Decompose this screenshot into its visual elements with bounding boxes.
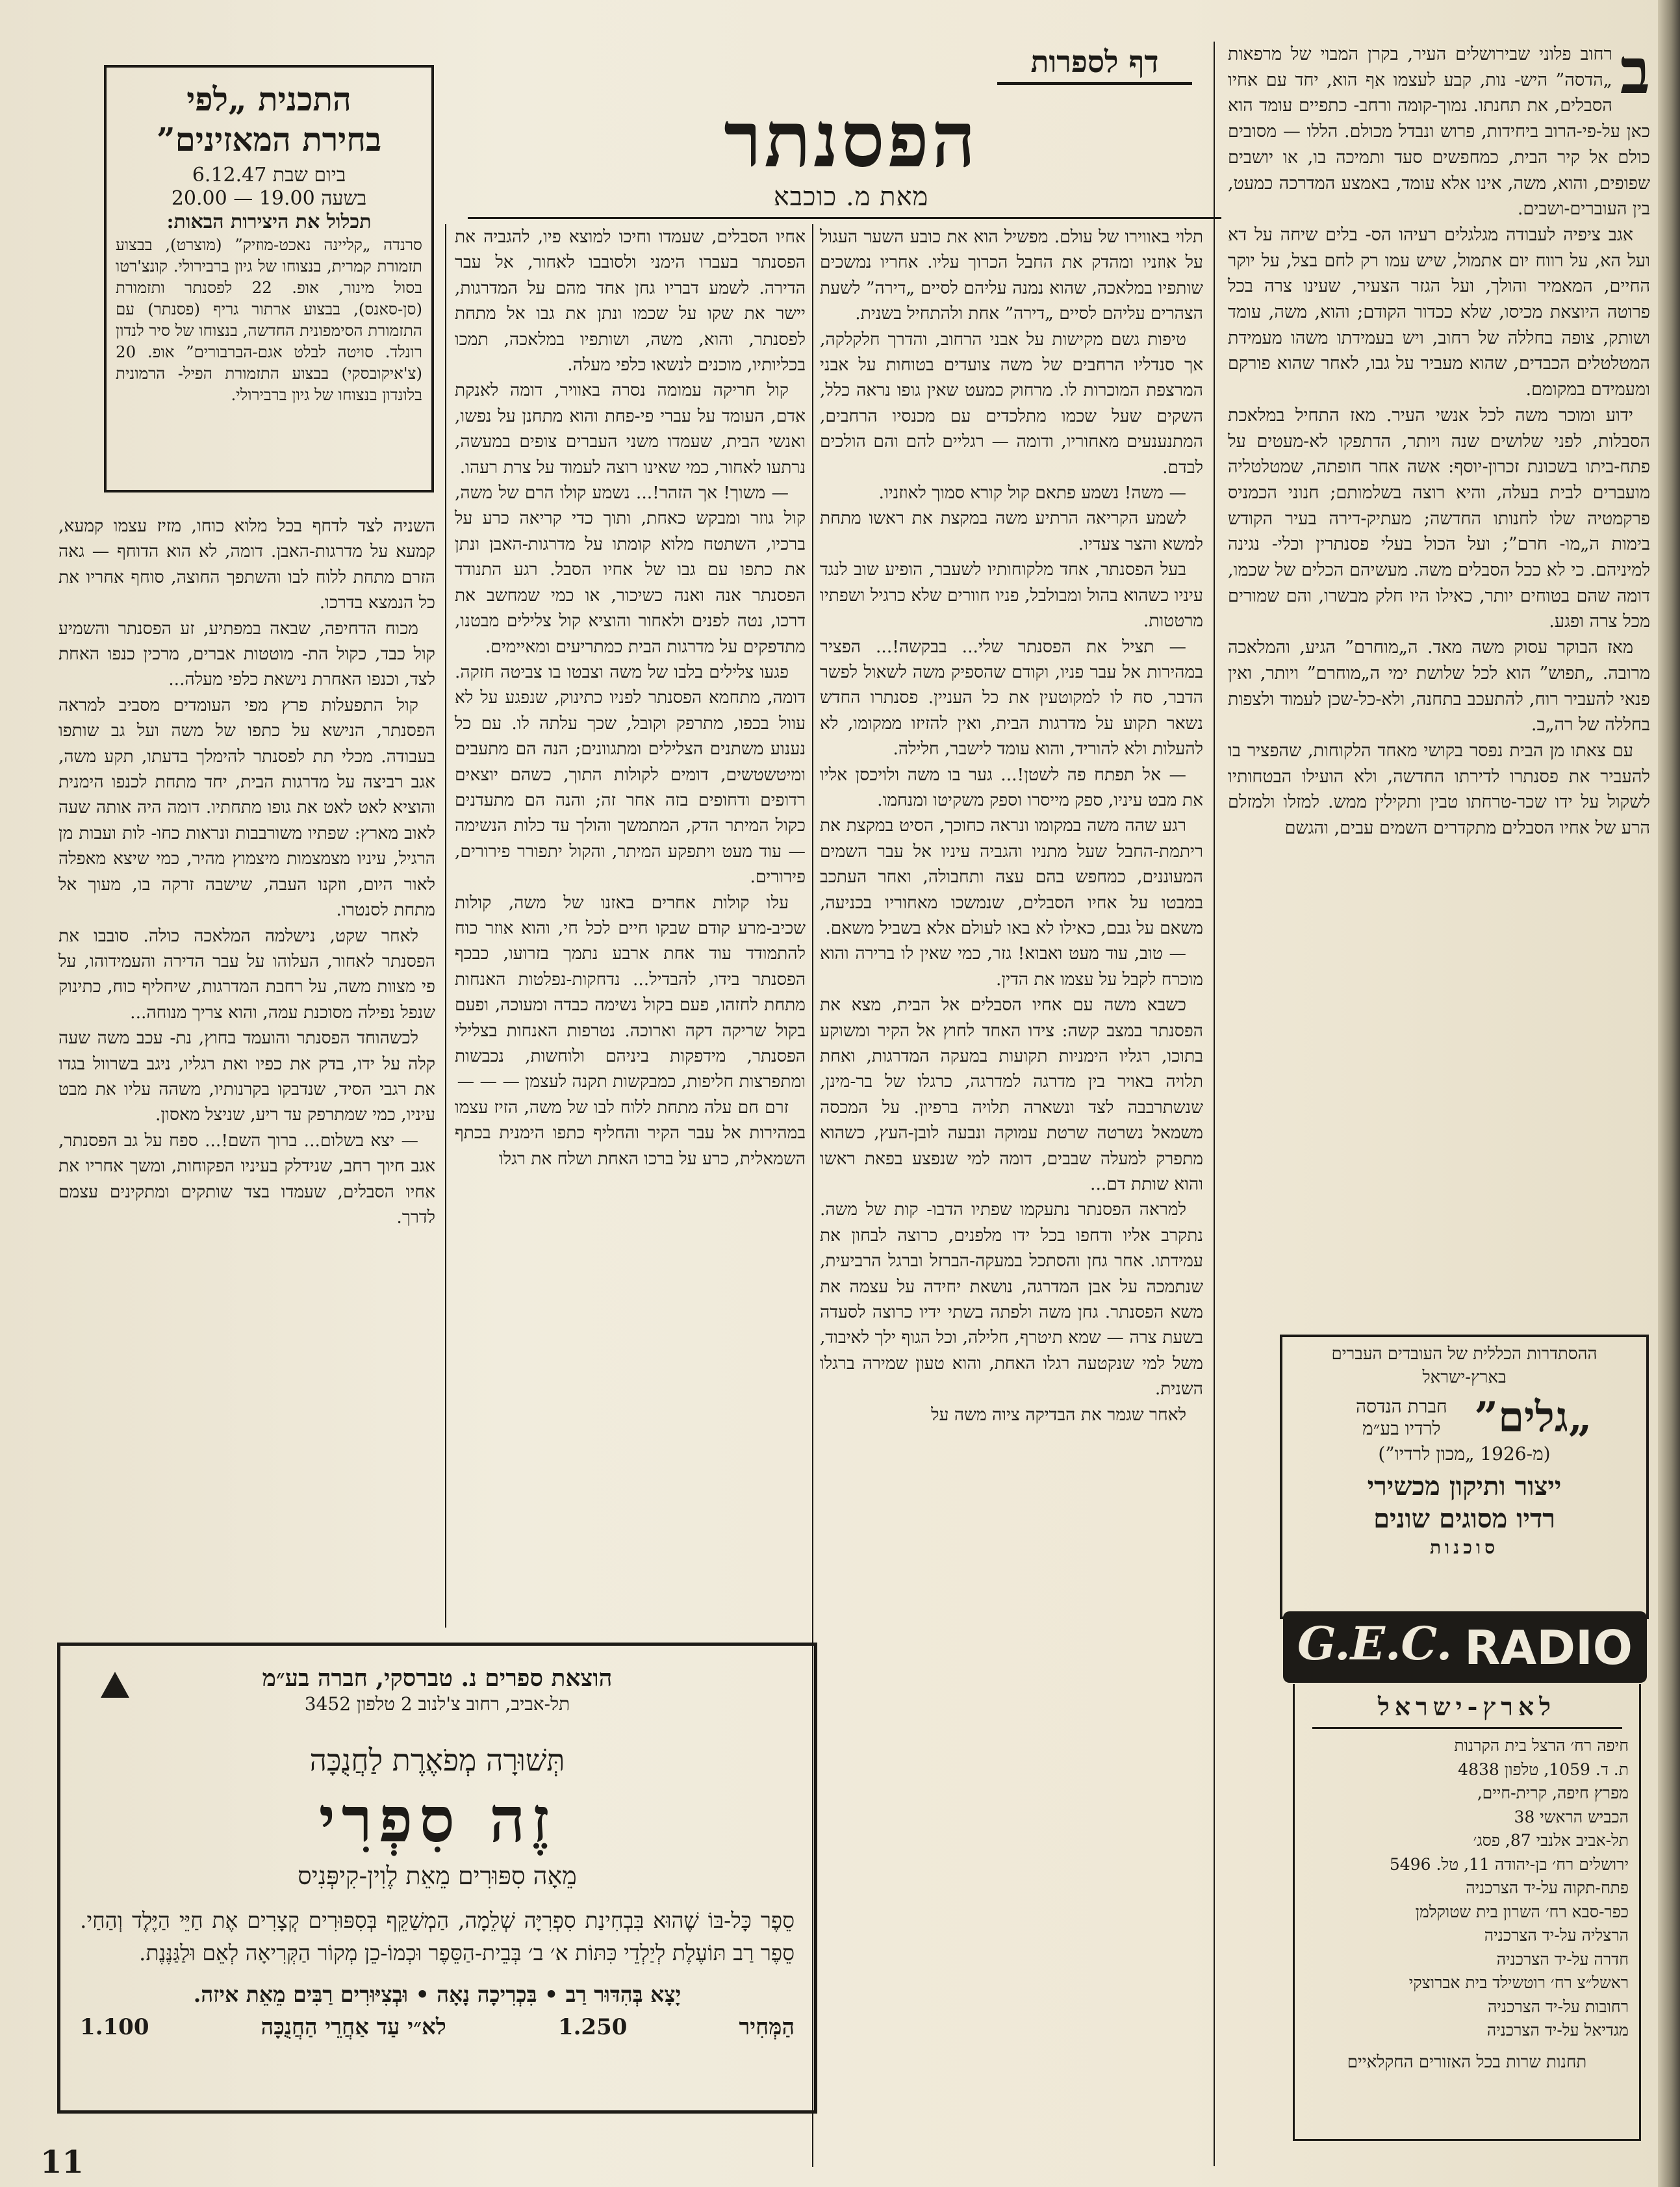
galim-brand-name: „גלים”	[1474, 1393, 1592, 1442]
story-column-right	[1228, 34, 1650, 1315]
gec-branch: פתח-תקוה על-יד הצרכניה	[1466, 1878, 1629, 1897]
paragraph: — משוך! אך הזהר!... נשמע קולו הרם של משה, קול גוזר ומבקש כאחת, ותוך כדי קריאה כרע על ברכיו, השתטח מלוא קומתו על מדרגות-האבן ונתן את כתפו עם גבו של אחיו הסבל. רגע התנודד הפסנתר אנה ואנה כשיכור, או כמי שמחשב את דרכו, נטה לפנים ולאחור והוציא קול צלילים מבטנו, מתדפקים על מדרגות הבית כמתריעים ומאיימים.	[455, 483, 806, 657]
paragraph: אגב ציפיה לעבודה מגלגלים רעיהו הס- בלים שיחה על דא ועל הא, על רווח יום אתמול, שיש עמו רק לחם בצל, על יוקר החיים, המאמיר והולך, ועל הגזר הצעיר, שעינו צרה בכל פרוטה היוצאת מכיסו, שלא ככדור הקודם; והוא, משה, עומד ושותק, צופה בחללה של רחוב, ויש בעמידתו משהו מעמידת המטלטלים הכבדים, שהוא מעביר על גבו, לאחר שהוא פורקם ומעמידם במקומם.	[1228, 224, 1650, 400]
galim-service-2: רדיו מסוגים שונים	[1373, 1503, 1555, 1534]
gec-region: לארץ-ישראל	[1377, 1692, 1557, 1721]
price-2: 1.100	[80, 2014, 149, 2040]
gec-logo-banner	[1283, 1611, 1647, 1683]
gec-branch: רחובות על-יד הצרכניה	[1488, 1997, 1629, 2016]
price-mid: לא״י עַד אַחֲרֵי הַחֲנֻכָּה	[261, 2014, 446, 2040]
page-number: 11	[40, 2144, 84, 2181]
concert-lead: תכלול את היצירות הבאות:	[166, 211, 372, 233]
title-underline	[468, 217, 1221, 219]
publisher-logo-icon	[101, 1672, 129, 1698]
gec-branch: חיפה רח׳ הרצל בית הקרנות	[1454, 1736, 1629, 1755]
paragraph: קול התפעלות פרץ מפי העומדים מסביב למראה הפסנתר, הנישא על כתפו של משה ועל גב שותפו בעבודה. מכלי תת לפסנתר להימלך בדעתו, תקע משה, אגב רביצה על מדרגות הבית, יחד מתחת לכנפו הימנית והוציא לאט לאט את גופו מתחתיו. דומה היה אותה שעה לאוב מארץ: שפתיו משורבבות ונראות כחו- לות ועבות מן הרגיל, עיניו מצמצמות מיצמוץ מהיר, כמי שיצא מאפלה לאור היום, וזקנו העבה, שישבה זרקה בו, מעוך אל מתחת לסנטרו.	[58, 695, 435, 921]
paragraph: למראה הפסנתר נתעקמו שפתיו הדבו- קות של משה. נתקרב אליו ודחפו בכל ידו מלפנים, כרוצה לבחון את עמידתו. אחר גחן והסתכל במעקה-הברזל וברגל הרביעית, שנתמכה על אבן המדרגה, נושאת יחידה על עצמה את משא הפסנתר. גחן משה ולפתה בשתי ידיו כרוצה לסעדה בשעת צרה — שמא תיטרף, חלילה, וכל הגוף ילך לאיבוד, משל למי שנקטעה רגלו האחת, והוא טעון שמירה ברגלו השנית.	[820, 1199, 1203, 1400]
gec-footer: תחנות שרות בכל האזורים החקלאיים	[1347, 2052, 1587, 2072]
story-column-mid-right	[820, 224, 1203, 2167]
paragraph: לאחר שקט, נישלמה המלאכה כולה. סובבו את הפסנתר לאחור, העלוהו על עבר הדירה והעמידוהו, על פי מצוות משה, על רחבת המדרגות, שיחליף כוח, כתינוק שנפל נפילה מסוכנת עמה, והוא צריך מנוחה...	[58, 925, 435, 1023]
gec-branch: מפרץ חיפה, קרית-חיים,	[1477, 1784, 1629, 1802]
paragraph: — טוב, עוד מעט ואבוא! גזר, כמי שאין לו ברירה והוא מוכרח לקבל על עצמו את הדין.	[820, 943, 1203, 990]
paragraph: רחוב פלוני שבירושלים העיר, בקרן המבוי של מרפאות „הדסה” היש- נות, קבע לעצמו אף הוא, יחד עם אחיו הסבלים, את תחנתו. נמוך-קומה ורחב- כתפיים עומד הוא כאן על-פי-הרוב ביחידות, פרוש ונבדל מכולם. הללו — מסובים כולם אל קיר הבית, כמחפשים סעד ותמיכה בו, או יושבים שפופים, והוא, משה, אינו אלא עומד, באמצע המדרכה כמעט, בין העוברים-ושבים.	[1228, 44, 1650, 220]
paragraph: בעל הפסנתר, אחד מלקוחותיו לשעבר, הופיע שוב לנגד עיניו כשהוא בהול ומבולבל, פניו חוורים שלא כרגיל ושפתיו מרטטות.	[820, 559, 1203, 632]
gec-logo: G.E.C.	[1297, 1617, 1453, 1670]
drop-cap: ב	[1620, 34, 1650, 108]
paragraph: מכוח הדחיפה, שבאה במפתיע, זע הפסנתר והשמיע קול כבד, כקול הת- מוטטות אברים, מרכין כנפו האחת לצד, וכנפו האחרת נישאת כלפי מעלה...	[58, 618, 435, 690]
paragraph: אחיו הסבלים, שעמדו וחיכו למוצא פיו, להגביה את הפסנתר בעברו הימני ולסובבו לאחור, אל עבר הדירה. לשמע דבריו גחן אחד מהם על המדרגות, יישר את שקו על שכמו ונתן את גבו אל מתחת לפסנתר, והוא, משה, ושותפיו במלאכה, תמכו בכליותיו, מוכנים לנשאו כלפי מעלה.	[455, 227, 806, 376]
paragraph: תלוי באווירו של עולם. מפשיל הוא את כובע השער העגול על אוזניו ומהדק את החבל הכרוך עליו. אחריו נמשכים שותפיו במלאכה, שהוא נמנה עליהם לסיים „דירה” לשעת הצהרים עליהם לסיים „דירה” אחת ולהתחיל בשנית.	[820, 227, 1203, 324]
concert-title-2: בחירת המאזינים”	[156, 120, 382, 159]
paragraph: פגעו צלילים בלבו של משה וצבטו בו צביטה חזקה. דומה, מתחמא הפסנתר לפניו כתינוק, שנפגע על לא עוול בכפו, מתרפק וקובל, שכך עלתה לו. עם כל נענוע משתנים הצלילים ומתגוונים; הנה הם מתעבים ומיטשטשים, דומים לקולות התוך, כשהם יוצאים רדופים ודחופים בזה אחר זה; והנה הם מתעדנים כקול המיתר הדק, המתמשך והולך עד כלות הנשימה — עוד מעט ויתפקע המיתר, והקול יתפורר פירורים, פירורים.	[455, 661, 806, 888]
gec-branch: תל-אביב אלנבי 87, פסג׳	[1473, 1831, 1629, 1850]
gec-branch: ת. ד. 1059, טלפון 4838	[1458, 1759, 1629, 1779]
book-subtitle: מֵאָה סִפּוּרִים מֵאֵת לֶוִין-קִיפְּנִיס	[298, 1861, 577, 1890]
gec-radio: RADIO	[1464, 1620, 1633, 1675]
gec-branch: ירושלים רח׳ בן-יהודה 11, טל. 5496	[1389, 1854, 1629, 1874]
story-column-mid-left	[455, 224, 806, 1621]
gec-branch: ראשל״צ רח׳ רוטשילד בית אברוצקי	[1408, 1973, 1629, 1992]
concert-date: ביום שבת 6.12.47	[192, 164, 346, 186]
gec-branch: חדרה על-יד הצרכניה	[1496, 1949, 1629, 1969]
section-label: דף לספרות	[1030, 44, 1159, 79]
paragraph: רגע שהה משה במקומו ונראה כחוכך, הסיט במקצת את ריתמת-החבל שעל מתניו והגביה עיניו אל עבר השמים המעוננים, כמחפש בהם עצה ותחבולה, ואחר העתכב במבטו על אחיו הסבלים, שנמשכו מאחוריו בכניעה, משאם על גבם, כאילו לא באו לעולם אלא בשביל משאם.	[820, 815, 1203, 938]
story-byline: מאת מ. כוכבא	[773, 182, 929, 212]
story-title: הפסנתר	[724, 94, 978, 185]
price-label: הַמְּחִיר	[739, 2014, 795, 2040]
paragraph: השניה לצד לדחף בכל מלוא כוחו, מזיז עצמו קמעא, קמעא על מדרגות-האבן. דומה, לא הוא הדוחף — גאה הזרם מתחת ללוח לבו והשתפך החוצה, סוחף אחריו את כל הנמצא בדרכו.	[58, 516, 435, 613]
gec-branch: הרצליה על-יד הצרכניה	[1484, 1926, 1629, 1945]
paragraph: קול חריקה עמומה נסרה באוויר, דומה לאנקת אדם, העומד על עברי פי-פחת והוא מתחנן על נפשו, ואנשי הבית, שעמדו משני העברים צופים במעשה, נרתעו לאחור, כמי שאינו רוצה לעמוד על צרת רעהו.	[455, 380, 806, 478]
column-rule	[445, 224, 446, 1628]
concert-body: סרנדה „קליינה נאכט-מוזיק” (מוצרט), בבצוע תזמורת קמרית, בנצוחו של גיון ברבירולי. קונצ'רטו בסול מינור, אופ. 22 לפסנתר ותזמורת (סן-סאנס), בבצוע ארתור גריף (פסנתר) עם התזמורת הסימפונית החדשה, בנצוחו של סיר לנדון רונלד. סויטה לבלט אגם-הברבורים” אופ. 20 (צ'איקובסקי) בבצוע התזמורת הפיל- הרמונית בלונדון בנצוחו של גיון ברבירולי.	[116, 235, 422, 404]
galim-since: (מ-1926 „מכון לרדיו”)	[1378, 1443, 1551, 1464]
book-tagline: תְּשׁוּרָה מְפֹאֶרֶת לַחֲנֻכָּה	[309, 1743, 565, 1778]
concert-time: בשעה 19.00 — 20.00	[171, 187, 367, 210]
paragraph: כשבא משה עם אחיו הסבלים אל הבית, מצא את הפסנתר במצב קשה: צידו האחד לחוץ אל הקיר ומשוקע בתוכו, רגליו הימניות תקועות במעקה המדרגות, ואחת תלויה באויר בין מדרגה למדרגה, כרגלו של בר-מינן, שנשתרבבה לצד ונשארה תלויה ברפיון. על המכסה משמאל נשרטה שרטת עמוקה ונבעה לובן-העץ, כשהוא מתפרק למעלה שבבים, דומה למי שנפצע בפאת ראשו והוא שותת דם...	[820, 995, 1203, 1195]
column-rule	[812, 224, 813, 2167]
galim-brand	[1282, 1393, 1646, 1442]
story-column-left	[58, 513, 435, 1618]
paragraph: — תציל את הפסנתר שלי... בבקשה!... הפציר במהירות אל עבר פניו, וקודם שהספיק משה לשאול לפשר הדבר, סח לו למקוטעין את כל העניין. פסנתרו החדש נשאר תקוע על מדרגות הבית, ואין להזיזו ממקומו, לא להעלות ולא להוריד, והוא עומד לישבר, חלילה.	[820, 636, 1203, 760]
gec-radio-ad	[1293, 1684, 1641, 2141]
paragraph: עם צאתו מן הבית נפסר בקושי מאחד הלקוחות, שהפציר בו להעביר את פסנתרו לדירתו החדשה, ולא הועילו הבטחותיו לשקול על ידו שכר-טרחתו טבין ותקילין ממש. למזלו ולמזלם הרע של אחיו הסבלים מתקדרים השמים עבים, והגשם	[1228, 740, 1650, 839]
galim-radio-ad	[1280, 1335, 1649, 1619]
paragraph: עלו קולות אחרים באזנו של משה, קולות שכיב-מרע קודם שבקו חיים לכל חי, והוא אוזר כוח להתמודד עוד אחת ארבע נתמך בזרועו, כבכף הפסנתר בידו, להבדיל... נדחקות-נפלטות האנחות מתחת לחזהו, פעם בקול נשימה כבדה ומעוכה, ופעם בקול שריקה דקה וארוכה. נטרפות האנחות בצלילי הפסנתר, מידפקות ביניהם ולוחשות, נכבשות ומתפרצות חליפות, כמבקשות תקנה לעצמן — — —	[455, 892, 806, 1092]
gec-branch: מגדיאל על-יד הצרכניה	[1486, 2021, 1629, 2040]
paragraph: מאז הבוקר עסוק משה מאד. ה„מוחרם” הגיע, והמלאכה מרובה. „תפוש” הוא לכל שלושת ימי ה„מוחרם” ויותר, ואין פנאי להעביר רוח, להתעכב בתחנה, ולא-כל-שכן לעמוד ולצפות בחללה של רה„ב.	[1228, 637, 1650, 735]
galim-top-line: ההסתדרות הכללית של העובדים העברים בארץ-ישראל	[1331, 1344, 1597, 1387]
book-description: סֵפֶר כָּל-בּוֹ שֶׁהוּא בִּבְחִינַת סִפְרִיָּה שְׁלֵמָה, הַמְשַׁקֵּף בְּסִפּוּרִים קְצָרִים אֶת חַיֵּי הַיֶּלֶד וְהַחַי. סֵפֶר רַב תּוֹעֶלֶת לְיַלְדֵי כִּתּוֹת א׳ ב׳ בְּבֵית-הַסֵּפֶר וּכְמוֹ-כֵן מְקוֹר הַקְּרִיאָה לְאֵם וּלַגַּנֶּנֶת.	[80, 1908, 795, 1965]
gec-divider	[1312, 1727, 1622, 1729]
galim-service-1: ייצור ותיקון מכשירי	[1367, 1471, 1562, 1502]
gec-branch: הכביש הראשי 38	[1514, 1807, 1629, 1826]
gec-branch: כפר-סבא רח׳ השרון בית שטוקלמן	[1415, 1902, 1629, 1921]
paragraph: טיפות גשם מקישות על אבני הרחוב, והדרך חלקלקה, אך סנדליו הרחבים של משה צועדים בטוחות על אבני המרצפת המוכרות לו. מרחוק כמעט שאין גופו נראה כלל, השקים שעל שכמו מתלכדים עם מכנסיו הרחבים, המתנענעים מאחוריו, ודומה — רגליים להם והם הולכים לבדם.	[820, 329, 1203, 478]
galim-brand-sub: חברת הנדסה לרדיו בע״מ	[1356, 1395, 1447, 1439]
book-ad-box	[57, 1643, 817, 2114]
book-title: זֶה סִפְרִי	[318, 1783, 556, 1856]
concert-program-box	[104, 65, 434, 492]
publisher-address: תל-אביב, רחוב צ'לנוב 2 טלפון 3452	[304, 1693, 570, 1715]
gec-branch-list	[1295, 1734, 1639, 2043]
paragraph: לכשהוחד הפסנתר והועמד בחוץ, נת- עכב משה שעה קלה על ידו, בדק את כפיו ואת רגליו, ניגב בשרוול בגדו את רגבי הסיד, שנדבקו בקרנותיו, משהה עליו את מבט עיניו, כמי שמתרפק עד ריע, שניצל מאסון.	[58, 1028, 435, 1125]
price-1: 1.250	[557, 2014, 628, 2040]
section-underline	[997, 82, 1192, 85]
page-edge	[1658, 0, 1680, 2187]
paragraph: — משה! נשמע פתאם קול קורא סמוך לאוזניו.	[878, 483, 1186, 504]
publisher-name: הוצאת ספרים נ. טברסקי, חברה בע״מ	[262, 1665, 613, 1692]
paragraph: זרם חם עלה מתחת ללוח לבו של משה, הזיז עצמו במהירות אל עבר הקיר והחליף כתפו הימנית בכתף השמאלית, כרע על ברכו האחת ושלח את רגלו	[455, 1097, 806, 1169]
paragraph: — אל תפתח פה לשטן!... גער בו משה ולויכסן אליו את מבט עיניו, ספק מייסרו וספק משקיטו ומנחמו.	[820, 764, 1203, 810]
paragraph: — יצא בשלום... ברוך השם!... ספח על גב הפסנתר, אגב חיוך רחב, שנידלק בעיניו הפקוחות, ומשך אחריו את אחיו הסבלים, שעמדו בצד שותקים ומתקינים עצמם לדרך.	[58, 1130, 435, 1227]
paragraph: לאחר שגמר את הבדיקה ציוה משה על	[931, 1404, 1186, 1425]
paragraph: ידוע ומוכר משה לכל אנשי העיר. מאז התחיל במלאכת הסבלות, לפני שלושים שנה ויותר, הדתפקו לא-מעטים על פתח-ביתו בשכונת זכרון-יוסף: אשה אחר חופתה, שמטלטליה מועברים לבית בעלה, והיא רוצה בשלמותם; חנוני הכמניס פרקמטיה שלו לחנותו החדשה; מעתיק-דירה בעיר הקודש בימות ה„מו- חרם”; ועל הכול בעלי פסנתרין וכלי- נגינה למיניהם. כי לא ככל הסבלים משה. מעשיהם הכלים של שכמו, דומה שהם בטוחים יותר, כאילו היו חלק מבשרו, והם שמורים מכל צרה ופגע.	[1228, 405, 1650, 632]
galim-agents: סוכנות	[1429, 1537, 1499, 1558]
paragraph: לשמע הקריאה הרתיע משה במקצת את ראשו מתחת למשא והצר צעדיו.	[820, 508, 1203, 554]
book-edition: יָצָא בְּהִדּוּר רַב • בִּכְרִיכָה נָאָה • וּבְצִיּוּרִים רַבִּים מֵאֵת איזה.	[193, 1982, 681, 2007]
concert-title-1: התכנית „לפי	[186, 80, 351, 118]
section-header	[1000, 44, 1189, 83]
column-rule	[1214, 42, 1215, 2166]
book-price-row	[60, 2011, 814, 2043]
